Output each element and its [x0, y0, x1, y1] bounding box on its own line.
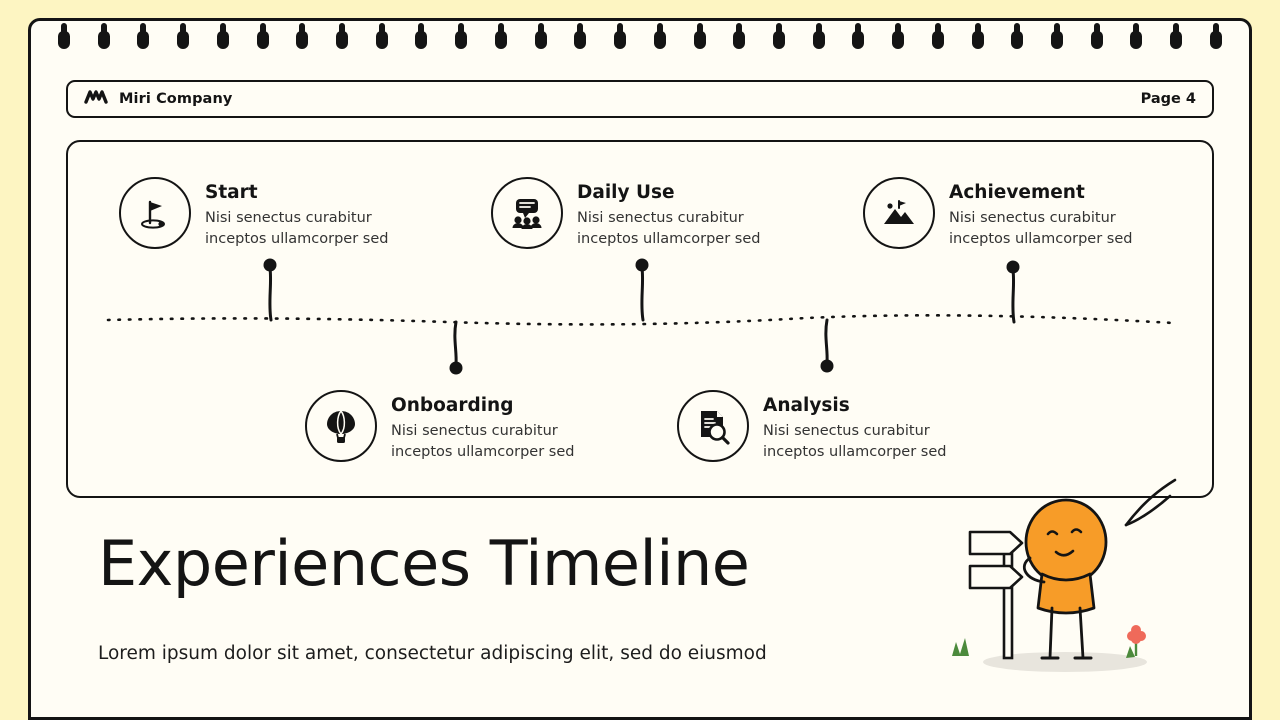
- spiral-ring: [694, 31, 706, 49]
- spiral-ring: [654, 31, 666, 49]
- milestone-analysis[interactable]: [677, 390, 978, 463]
- spiral-ring: [455, 31, 467, 49]
- spiral-ring: [535, 31, 547, 49]
- spiral-ring: [1210, 31, 1222, 49]
- milestone-description: Nisi senectus curabitur inceptos ullamcorper sed: [577, 210, 761, 247]
- milestone-text: [205, 177, 420, 250]
- milestone-title: Achievement: [949, 182, 1085, 203]
- miri-logo-icon: [84, 88, 110, 110]
- brand-name: Miri Company: [119, 91, 233, 107]
- spiral-ring: [1170, 31, 1182, 49]
- milestone-text: [577, 177, 792, 250]
- milestone-description: Nisi senectus curabitur inceptos ullamcorper sed: [949, 210, 1133, 247]
- milestone-description: Nisi senectus curabitur inceptos ullamcorper sed: [391, 423, 575, 460]
- spiral-ring: [813, 31, 825, 49]
- spiral-ring: [415, 31, 427, 49]
- spiral-ring: [1011, 31, 1023, 49]
- spiral-ring: [892, 31, 904, 49]
- page-subtitle: Lorem ipsum dolor sit amet, consectetur adipiscing elit, sed do eiusmod: [98, 643, 767, 664]
- hot-air-balloon-icon: [305, 390, 377, 462]
- milestone-title: Analysis: [763, 395, 850, 416]
- spiral-ring: [1051, 31, 1063, 49]
- character-with-signpost-illustration: [930, 470, 1230, 700]
- spiral-ring: [296, 31, 308, 49]
- spiral-ring: [495, 31, 507, 49]
- brand: [84, 88, 232, 110]
- page-title: Experiences Timeline: [98, 527, 750, 600]
- spiral-ring: [733, 31, 745, 49]
- spiral-ring: [932, 31, 944, 49]
- spiral-ring: [574, 31, 586, 49]
- milestone-title: Onboarding: [391, 395, 514, 416]
- timeline-panel: [66, 140, 1214, 498]
- spiral-ring: [773, 31, 785, 49]
- header-bar: [66, 80, 1214, 118]
- milestone-text: [949, 177, 1164, 250]
- spiral-ring: [257, 31, 269, 49]
- mountain-flag-icon: [863, 177, 935, 249]
- document-magnifier-icon: [677, 390, 749, 462]
- spiral-ring: [972, 31, 984, 49]
- group-chat-icon: [491, 177, 563, 249]
- page-number: Page 4: [1140, 91, 1196, 107]
- spiral-ring: [852, 31, 864, 49]
- spiral-ring: [137, 31, 149, 49]
- milestone-text: [763, 390, 978, 463]
- spiral-ring: [336, 31, 348, 49]
- milestone-text: [391, 390, 606, 463]
- spiral-ring: [376, 31, 388, 49]
- spiral-ring: [98, 31, 110, 49]
- milestone-start[interactable]: [119, 177, 420, 250]
- milestone-description: Nisi senectus curabitur inceptos ullamcorper sed: [205, 210, 389, 247]
- spiral-ring: [217, 31, 229, 49]
- milestone-daily-use[interactable]: [491, 177, 792, 250]
- milestone-achievement[interactable]: [863, 177, 1164, 250]
- milestone-description: Nisi senectus curabitur inceptos ullamcorper sed: [763, 423, 947, 460]
- golf-flag-icon: [119, 177, 191, 249]
- milestone-title: Start: [205, 182, 258, 203]
- spiral-ring: [614, 31, 626, 49]
- milestone-onboarding[interactable]: [305, 390, 606, 463]
- spiral-ring: [1130, 31, 1142, 49]
- milestone-title: Daily Use: [577, 182, 675, 203]
- spiral-binding: [40, 26, 1240, 54]
- spiral-ring: [1091, 31, 1103, 49]
- spiral-ring: [177, 31, 189, 49]
- spiral-ring: [58, 31, 70, 49]
